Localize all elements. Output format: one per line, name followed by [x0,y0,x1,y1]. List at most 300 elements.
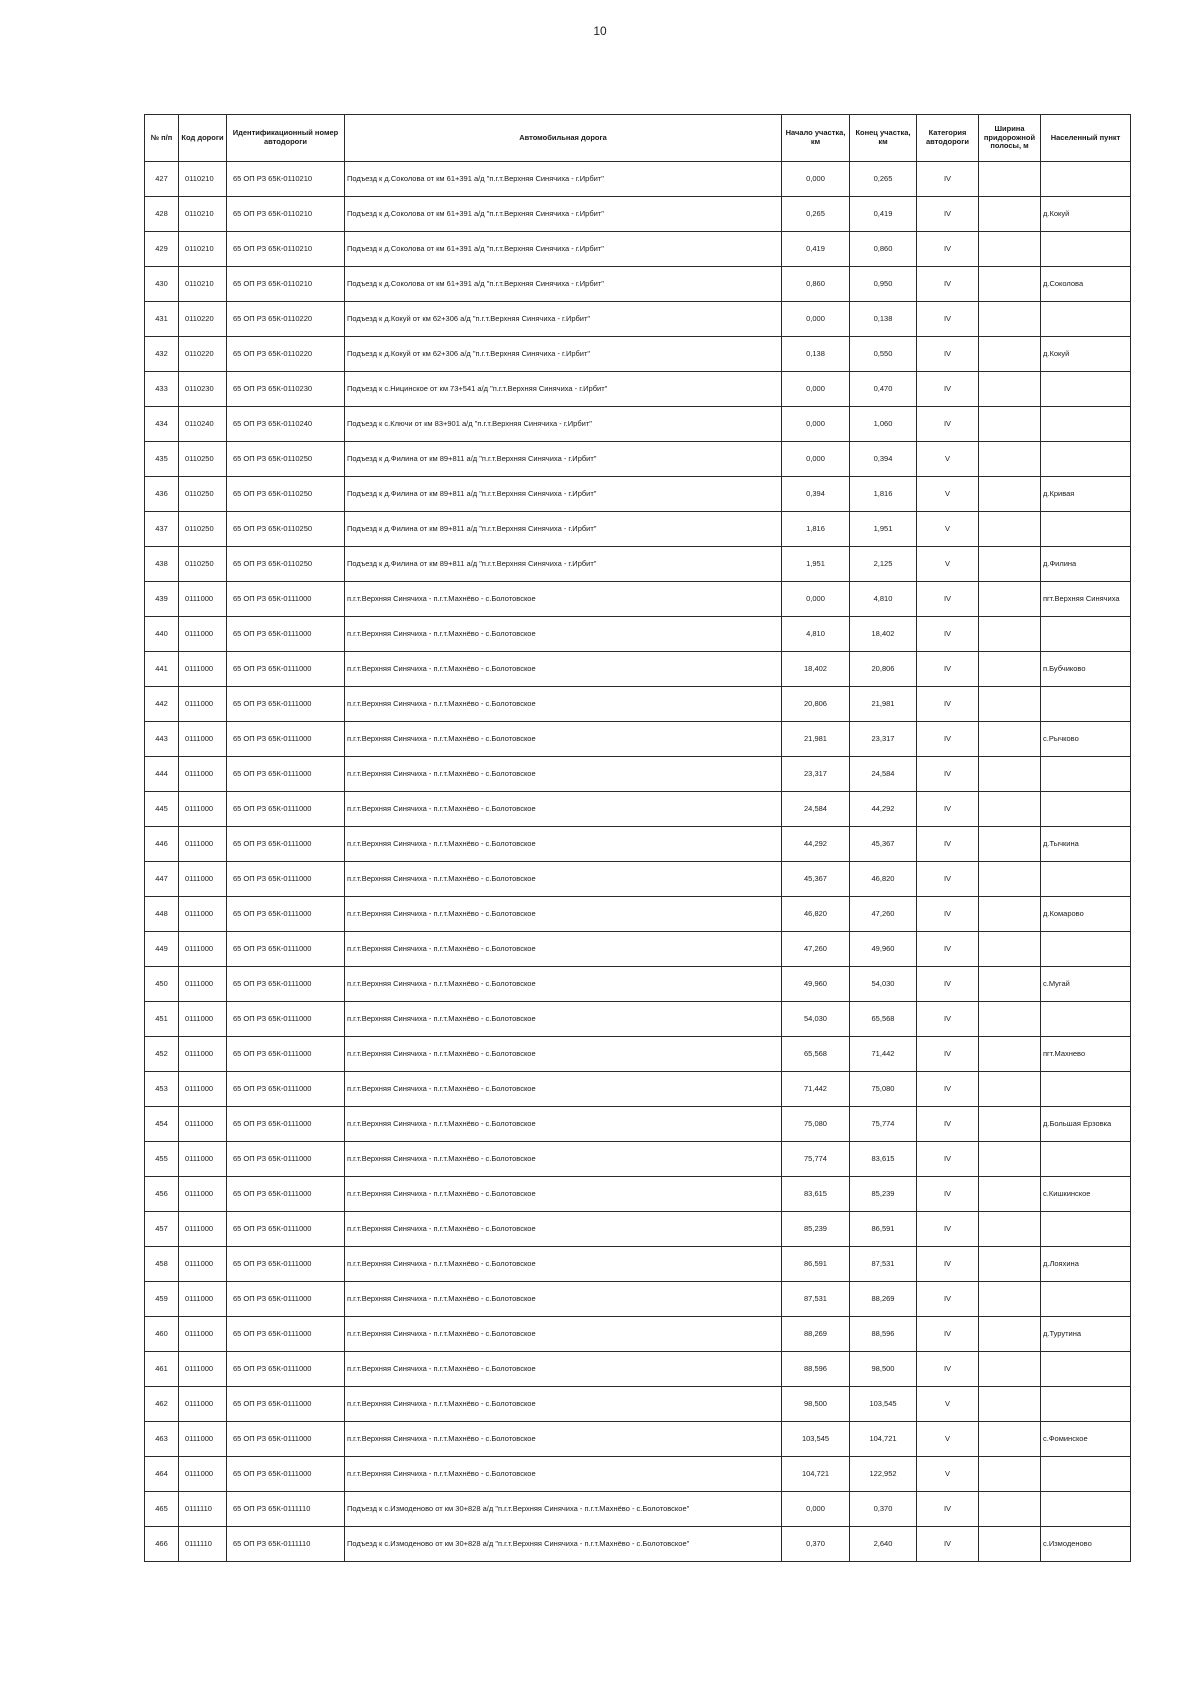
row-number-cell: 463 [145,1422,179,1457]
table-row [145,1457,1131,1492]
header-roadside-width: Ширина придорожной полосы, м [979,115,1041,162]
section-end-cell: 18,402 [850,617,917,652]
settlement-cell: с.Фоминское [1041,1422,1131,1457]
row-number-cell: 430 [145,267,179,302]
road-id-cell: 65 ОП РЗ 65К-0111000 [227,652,345,687]
row-number-cell: 433 [145,372,179,407]
table-body [145,162,1131,1562]
roadside-width-cell [979,1527,1041,1562]
settlement-cell: д.Тычкина [1041,827,1131,862]
roadside-width-cell [979,267,1041,302]
roadside-width-cell [979,932,1041,967]
road-name-cell: п.г.т.Верхняя Синячиха - п.г.т.Махнёво - с.Болотовское [345,1387,782,1422]
road-category-cell: IV [917,687,979,722]
road-code-cell: 0110250 [179,512,227,547]
section-start-cell: 0,370 [782,1527,850,1562]
road-code-cell: 0111000 [179,1247,227,1282]
row-number-cell: 464 [145,1457,179,1492]
row-number-cell: 457 [145,1212,179,1247]
section-start-cell: 104,721 [782,1457,850,1492]
row-number-cell: 431 [145,302,179,337]
road-category-cell: V [917,1387,979,1422]
section-end-cell: 65,568 [850,1002,917,1037]
road-category-cell: IV [917,617,979,652]
table-row [145,792,1131,827]
roadside-width-cell [979,162,1041,197]
section-start-cell: 87,531 [782,1282,850,1317]
road-category-cell: IV [917,197,979,232]
road-code-cell: 0110210 [179,162,227,197]
roadside-width-cell [979,547,1041,582]
road-code-cell: 0110210 [179,232,227,267]
table-row [145,687,1131,722]
section-end-cell: 103,545 [850,1387,917,1422]
row-number-cell: 456 [145,1177,179,1212]
road-category-cell: IV [917,1142,979,1177]
row-number-cell: 453 [145,1072,179,1107]
row-number-cell: 439 [145,582,179,617]
road-name-cell: Подъезд к с.Ницинское от км 73+541 а/д "п.г.т.Верхняя Синячиха - г.Ирбит" [345,372,782,407]
road-category-cell: V [917,1422,979,1457]
roadside-width-cell [979,1352,1041,1387]
section-end-cell: 2,125 [850,547,917,582]
roadside-width-cell [979,1142,1041,1177]
table-row [145,1492,1131,1527]
settlement-cell: с.Измоденово [1041,1527,1131,1562]
section-end-cell: 1,951 [850,512,917,547]
table-row [145,477,1131,512]
section-end-cell: 47,260 [850,897,917,932]
section-end-cell: 21,981 [850,687,917,722]
road-id-cell: 65 ОП РЗ 65К-0111000 [227,1072,345,1107]
section-start-cell: 0,000 [782,162,850,197]
road-category-cell: IV [917,337,979,372]
header-road-id: Идентификационный номер автодороги [227,115,345,162]
road-id-cell: 65 ОП РЗ 65К-0110250 [227,547,345,582]
road-name-cell: п.г.т.Верхняя Синячиха - п.г.т.Махнёво - с.Болотовское [345,1282,782,1317]
section-start-cell: 0,138 [782,337,850,372]
table-row [145,232,1131,267]
section-start-cell: 0,419 [782,232,850,267]
section-start-cell: 75,774 [782,1142,850,1177]
road-category-cell: IV [917,1002,979,1037]
section-start-cell: 23,317 [782,757,850,792]
settlement-cell [1041,757,1131,792]
section-start-cell: 47,260 [782,932,850,967]
roadside-width-cell [979,1107,1041,1142]
road-category-cell: IV [917,1492,979,1527]
section-start-cell: 0,000 [782,1492,850,1527]
road-name-cell: п.г.т.Верхняя Синячиха - п.г.т.Махнёво - с.Болотовское [345,1457,782,1492]
header-section-end: Конец участка, км [850,115,917,162]
section-start-cell: 44,292 [782,827,850,862]
road-name-cell: п.г.т.Верхняя Синячиха - п.г.т.Махнёво - с.Болотовское [345,1107,782,1142]
road-code-cell: 0110250 [179,547,227,582]
roadside-width-cell [979,1247,1041,1282]
settlement-cell: пгт.Верхняя Синячиха [1041,582,1131,617]
road-code-cell: 0111000 [179,1282,227,1317]
settlement-cell: д.Большая Ерзовка [1041,1107,1131,1142]
road-name-cell: Подъезд к д.Соколова от км 61+391 а/д "п.г.т.Верхняя Синячиха - г.Ирбит" [345,197,782,232]
section-start-cell: 21,981 [782,722,850,757]
settlement-cell [1041,1282,1131,1317]
section-end-cell: 54,030 [850,967,917,1002]
road-name-cell: Подъезд к д.Соколова от км 61+391 а/д "п.г.т.Верхняя Синячиха - г.Ирбит" [345,267,782,302]
table-row [145,1107,1131,1142]
road-id-cell: 65 ОП РЗ 65К-0111000 [227,827,345,862]
road-name-cell: Подъезд к д.Соколова от км 61+391 а/д "п.г.т.Верхняя Синячиха - г.Ирбит" [345,162,782,197]
roadside-width-cell [979,1422,1041,1457]
settlement-cell [1041,162,1131,197]
table-row [145,827,1131,862]
road-code-cell: 0110250 [179,442,227,477]
table-row [145,1352,1131,1387]
road-name-cell: Подъезд к д.Филина от км 89+811 а/д "п.г.т.Верхняя Синячиха - г.Ирбит" [345,547,782,582]
road-code-cell: 0111000 [179,757,227,792]
road-id-cell: 65 ОП РЗ 65К-0110210 [227,232,345,267]
section-start-cell: 46,820 [782,897,850,932]
row-number-cell: 458 [145,1247,179,1282]
section-end-cell: 122,952 [850,1457,917,1492]
settlement-cell [1041,1142,1131,1177]
section-start-cell: 54,030 [782,1002,850,1037]
section-end-cell: 86,591 [850,1212,917,1247]
row-number-cell: 442 [145,687,179,722]
row-number-cell: 432 [145,337,179,372]
road-category-cell: IV [917,1527,979,1562]
road-code-cell: 0110210 [179,267,227,302]
table-row [145,932,1131,967]
section-start-cell: 85,239 [782,1212,850,1247]
row-number-cell: 466 [145,1527,179,1562]
table-row [145,757,1131,792]
row-number-cell: 434 [145,407,179,442]
road-code-cell: 0111000 [179,932,227,967]
road-code-cell: 0110240 [179,407,227,442]
road-category-cell: IV [917,1107,979,1142]
roadside-width-cell [979,407,1041,442]
road-id-cell: 65 ОП РЗ 65К-0110210 [227,267,345,302]
road-name-cell: п.г.т.Верхняя Синячиха - п.г.т.Махнёво - с.Болотовское [345,722,782,757]
road-name-cell: п.г.т.Верхняя Синячиха - п.г.т.Махнёво - с.Болотовское [345,1317,782,1352]
roadside-width-cell [979,617,1041,652]
section-start-cell: 18,402 [782,652,850,687]
settlement-cell [1041,1072,1131,1107]
roadside-width-cell [979,1177,1041,1212]
roadside-width-cell [979,442,1041,477]
section-end-cell: 75,080 [850,1072,917,1107]
section-end-cell: 0,265 [850,162,917,197]
road-name-cell: п.г.т.Верхняя Синячиха - п.г.т.Махнёво - с.Болотовское [345,1072,782,1107]
table-header-row [145,115,1131,162]
row-number-cell: 447 [145,862,179,897]
road-name-cell: п.г.т.Верхняя Синячиха - п.г.т.Махнёво - с.Болотовское [345,1177,782,1212]
road-id-cell: 65 ОП РЗ 65К-0111000 [227,617,345,652]
road-category-cell: IV [917,232,979,267]
roadside-width-cell [979,862,1041,897]
road-category-cell: IV [917,722,979,757]
road-id-cell: 65 ОП РЗ 65К-0111000 [227,862,345,897]
roadside-width-cell [979,827,1041,862]
road-id-cell: 65 ОП РЗ 65К-0111000 [227,757,345,792]
row-number-cell: 427 [145,162,179,197]
roadside-width-cell [979,652,1041,687]
section-start-cell: 0,860 [782,267,850,302]
road-category-cell: IV [917,407,979,442]
road-code-cell: 0111000 [179,1072,227,1107]
road-category-cell: IV [917,1282,979,1317]
road-id-cell: 65 ОП РЗ 65К-0111000 [227,1212,345,1247]
roadside-width-cell [979,302,1041,337]
road-id-cell: 65 ОП РЗ 65К-0111000 [227,967,345,1002]
road-code-cell: 0110250 [179,477,227,512]
table-row [145,722,1131,757]
roadside-width-cell [979,1387,1041,1422]
section-start-cell: 83,615 [782,1177,850,1212]
road-name-cell: п.г.т.Верхняя Синячиха - п.г.т.Махнёво - с.Болотовское [345,1212,782,1247]
road-id-cell: 65 ОП РЗ 65К-0111000 [227,792,345,827]
road-name-cell: Подъезд к д.Кокуй от км 62+306 а/д "п.г.т.Верхняя Синячиха - г.Ирбит" [345,302,782,337]
road-name-cell: п.г.т.Верхняя Синячиха - п.г.т.Махнёво - с.Болотовское [345,757,782,792]
section-start-cell: 0,000 [782,302,850,337]
table-row [145,897,1131,932]
road-id-cell: 65 ОП РЗ 65К-0111110 [227,1492,345,1527]
table-row [145,1212,1131,1247]
header-road-code: Код дороги [179,115,227,162]
road-category-cell: IV [917,792,979,827]
road-name-cell: п.г.т.Верхняя Синячиха - п.г.т.Махнёво - с.Болотовское [345,827,782,862]
roadside-width-cell [979,1317,1041,1352]
table-row [145,1037,1131,1072]
section-start-cell: 0,000 [782,582,850,617]
road-id-cell: 65 ОП РЗ 65К-0111000 [227,1107,345,1142]
table-row [145,1177,1131,1212]
road-name-cell: Подъезд к д.Филина от км 89+811 а/д "п.г.т.Верхняя Синячиха - г.Ирбит" [345,442,782,477]
section-end-cell: 0,370 [850,1492,917,1527]
section-start-cell: 98,500 [782,1387,850,1422]
section-start-cell: 103,545 [782,1422,850,1457]
settlement-cell: д.Турутина [1041,1317,1131,1352]
row-number-cell: 454 [145,1107,179,1142]
section-start-cell: 88,596 [782,1352,850,1387]
roadside-width-cell [979,687,1041,722]
section-start-cell: 0,000 [782,407,850,442]
row-number-cell: 437 [145,512,179,547]
section-end-cell: 0,470 [850,372,917,407]
settlement-cell [1041,1212,1131,1247]
header-settlement: Населенный пункт [1041,115,1131,162]
road-name-cell: п.г.т.Верхняя Синячиха - п.г.т.Махнёво - с.Болотовское [345,687,782,722]
road-code-cell: 0111000 [179,1317,227,1352]
road-category-cell: IV [917,862,979,897]
settlement-cell [1041,932,1131,967]
section-end-cell: 20,806 [850,652,917,687]
settlement-cell [1041,512,1131,547]
row-number-cell: 455 [145,1142,179,1177]
road-name-cell: п.г.т.Верхняя Синячиха - п.г.т.Махнёво - с.Болотовское [345,792,782,827]
row-number-cell: 444 [145,757,179,792]
road-code-cell: 0111110 [179,1527,227,1562]
section-start-cell: 49,960 [782,967,850,1002]
header-section-start: Начало участка, км [782,115,850,162]
section-end-cell: 83,615 [850,1142,917,1177]
road-id-cell: 65 ОП РЗ 65К-0110210 [227,197,345,232]
table-row [145,197,1131,232]
road-category-cell: IV [917,1037,979,1072]
road-name-cell: п.г.т.Верхняя Синячиха - п.г.т.Махнёво - с.Болотовское [345,967,782,1002]
row-number-cell: 435 [145,442,179,477]
section-start-cell: 88,269 [782,1317,850,1352]
road-code-cell: 0111000 [179,687,227,722]
road-code-cell: 0111000 [179,897,227,932]
section-end-cell: 0,394 [850,442,917,477]
road-category-cell: V [917,547,979,582]
roads-table [144,114,1131,1562]
road-category-cell: IV [917,582,979,617]
road-id-cell: 65 ОП РЗ 65К-0110230 [227,372,345,407]
road-id-cell: 65 ОП РЗ 65К-0111000 [227,1002,345,1037]
road-name-cell: п.г.т.Верхняя Синячиха - п.г.т.Махнёво - с.Болотовское [345,1002,782,1037]
settlement-cell: д.Филина [1041,547,1131,582]
road-code-cell: 0111000 [179,1457,227,1492]
table-row [145,1527,1131,1562]
row-number-cell: 429 [145,232,179,267]
settlement-cell: д.Комарово [1041,897,1131,932]
road-category-cell: IV [917,757,979,792]
settlement-cell: с.Мугай [1041,967,1131,1002]
table-row [145,1317,1131,1352]
road-code-cell: 0110220 [179,302,227,337]
table-row [145,967,1131,1002]
road-id-cell: 65 ОП РЗ 65К-0110250 [227,512,345,547]
road-name-cell: Подъезд к д.Соколова от км 61+391 а/д "п.г.т.Верхняя Синячиха - г.Ирбит" [345,232,782,267]
road-code-cell: 0111000 [179,1177,227,1212]
road-id-cell: 65 ОП РЗ 65К-0111000 [227,1352,345,1387]
settlement-cell [1041,862,1131,897]
section-start-cell: 65,568 [782,1037,850,1072]
road-name-cell: Подъезд к д.Филина от км 89+811 а/д "п.г.т.Верхняя Синячиха - г.Ирбит" [345,512,782,547]
settlement-cell [1041,617,1131,652]
settlement-cell [1041,1352,1131,1387]
road-code-cell: 0111000 [179,1387,227,1422]
road-name-cell: п.г.т.Верхняя Синячиха - п.г.т.Махнёво - с.Болотовское [345,1422,782,1457]
table-row [145,372,1131,407]
road-id-cell: 65 ОП РЗ 65К-0111110 [227,1527,345,1562]
road-id-cell: 65 ОП РЗ 65К-0110250 [227,477,345,512]
road-name-cell: п.г.т.Верхняя Синячиха - п.г.т.Махнёво - с.Болотовское [345,897,782,932]
section-start-cell: 0,394 [782,477,850,512]
road-category-cell: IV [917,897,979,932]
roadside-width-cell [979,1212,1041,1247]
road-code-cell: 0111000 [179,722,227,757]
road-category-cell: V [917,512,979,547]
settlement-cell [1041,792,1131,827]
settlement-cell: д.Соколова [1041,267,1131,302]
settlement-cell: с.Рычково [1041,722,1131,757]
section-start-cell: 45,367 [782,862,850,897]
row-number-cell: 428 [145,197,179,232]
road-category-cell: IV [917,1072,979,1107]
table-row [145,512,1131,547]
section-start-cell: 0,265 [782,197,850,232]
section-start-cell: 1,951 [782,547,850,582]
table-row [145,1387,1131,1422]
road-category-cell: IV [917,1177,979,1212]
settlement-cell [1041,1492,1131,1527]
section-start-cell: 20,806 [782,687,850,722]
settlement-cell [1041,302,1131,337]
road-category-cell: V [917,477,979,512]
section-end-cell: 44,292 [850,792,917,827]
road-id-cell: 65 ОП РЗ 65К-0111000 [227,897,345,932]
road-id-cell: 65 ОП РЗ 65К-0111000 [227,1177,345,1212]
road-code-cell: 0111000 [179,792,227,827]
roadside-width-cell [979,897,1041,932]
road-code-cell: 0111000 [179,1212,227,1247]
road-code-cell: 0111000 [179,1422,227,1457]
road-category-cell: IV [917,1212,979,1247]
table-row [145,1422,1131,1457]
roadside-width-cell [979,757,1041,792]
road-id-cell: 65 ОП РЗ 65К-0111000 [227,932,345,967]
road-name-cell: Подъезд к д.Кокуй от км 62+306 а/д "п.г.т.Верхняя Синячиха - г.Ирбит" [345,337,782,372]
section-end-cell: 49,960 [850,932,917,967]
road-id-cell: 65 ОП РЗ 65К-0111000 [227,1037,345,1072]
table-row [145,407,1131,442]
settlement-cell: с.Кишкинское [1041,1177,1131,1212]
section-end-cell: 1,816 [850,477,917,512]
road-code-cell: 0110210 [179,197,227,232]
settlement-cell: пгт.Махнево [1041,1037,1131,1072]
section-end-cell: 71,442 [850,1037,917,1072]
road-code-cell: 0111000 [179,1002,227,1037]
table-row [145,162,1131,197]
road-category-cell: IV [917,932,979,967]
road-code-cell: 0111000 [179,617,227,652]
road-name-cell: п.г.т.Верхняя Синячиха - п.г.т.Махнёво - с.Болотовское [345,617,782,652]
table-row [145,582,1131,617]
section-end-cell: 0,550 [850,337,917,372]
road-code-cell: 0111000 [179,862,227,897]
section-end-cell: 88,269 [850,1282,917,1317]
settlement-cell [1041,687,1131,722]
row-number-cell: 443 [145,722,179,757]
table-row [145,442,1131,477]
road-category-cell: V [917,1457,979,1492]
row-number-cell: 462 [145,1387,179,1422]
row-number-cell: 445 [145,792,179,827]
road-code-cell: 0111110 [179,1492,227,1527]
roadside-width-cell [979,1492,1041,1527]
road-id-cell: 65 ОП РЗ 65К-0110240 [227,407,345,442]
road-code-cell: 0110220 [179,337,227,372]
row-number-cell: 459 [145,1282,179,1317]
table-row [145,1072,1131,1107]
section-start-cell: 0,000 [782,372,850,407]
row-number-cell: 446 [145,827,179,862]
section-end-cell: 98,500 [850,1352,917,1387]
road-category-cell: IV [917,302,979,337]
road-id-cell: 65 ОП РЗ 65К-0111000 [227,1317,345,1352]
road-name-cell: п.г.т.Верхняя Синячиха - п.г.т.Махнёво - с.Болотовское [345,652,782,687]
road-id-cell: 65 ОП РЗ 65К-0111000 [227,582,345,617]
row-number-cell: 436 [145,477,179,512]
road-code-cell: 0111000 [179,967,227,1002]
row-number-cell: 460 [145,1317,179,1352]
roadside-width-cell [979,792,1041,827]
section-end-cell: 87,531 [850,1247,917,1282]
settlement-cell [1041,407,1131,442]
